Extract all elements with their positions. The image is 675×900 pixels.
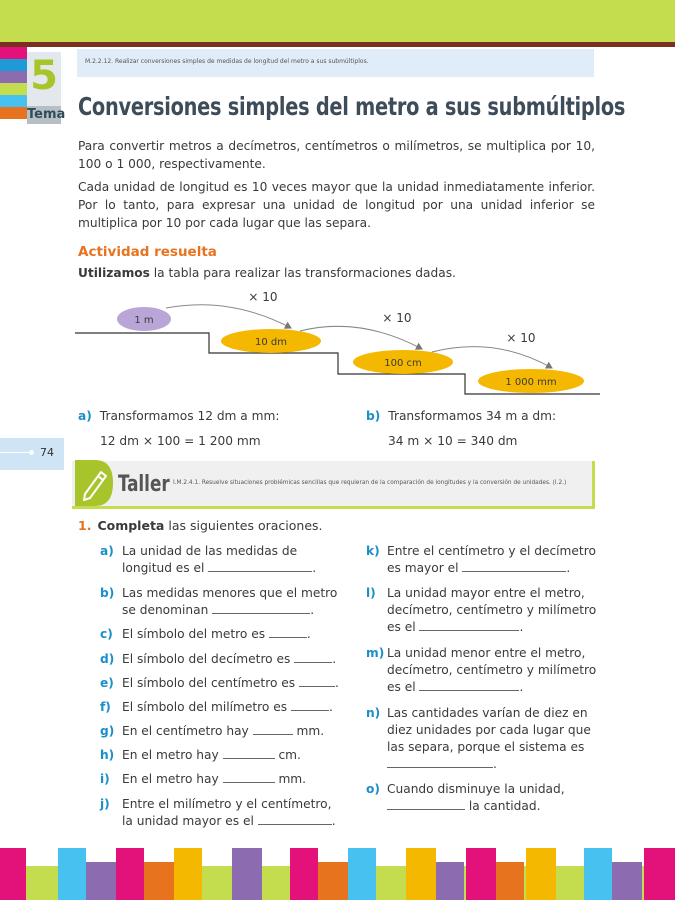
item-e: [100, 675, 350, 692]
taller-standard: I.M.2.4.1. Resuelve situaciones problémicas sencillas que requieran de la comparación de longitudes y la conversión de unidades. (I.2.): [173, 480, 567, 486]
item-j-blank[interactable]: [258, 813, 332, 825]
arrow-label-3: × 10: [506, 331, 536, 345]
skill-standard-bar: M.2.2.12. Realizar conversiones simples de medidas de longitud del metro a sus submúltiplos.: [77, 49, 594, 77]
item-j-line2: la unidad mayor es el: [122, 814, 254, 828]
item-k-letter: k): [366, 544, 380, 558]
arrow-m-to-dm: [166, 305, 291, 328]
page-title: Conversiones simples del metro a sus submúltiplos: [78, 92, 626, 121]
item-d-text: El símbolo del decímetro es: [122, 652, 291, 666]
example-a: [78, 409, 280, 423]
top-color-band: [0, 0, 675, 42]
item-h-blank[interactable]: [223, 747, 275, 759]
page-number-line: [0, 452, 32, 453]
item-m-line3: es el: [387, 680, 416, 694]
item-a: [100, 543, 340, 577]
item-a-end: .: [312, 561, 317, 575]
item-b-blank[interactable]: [212, 602, 310, 614]
item-n-end: .: [493, 757, 497, 771]
item-a-blank[interactable]: [208, 560, 312, 572]
activity-title: Actividad resuelta: [78, 244, 217, 260]
item-c-blank[interactable]: [269, 626, 307, 638]
side-color-stripes: [0, 47, 27, 119]
item-l: [366, 585, 606, 636]
item-l-line1: La unidad mayor entre el metro,: [387, 586, 585, 600]
item-g: [100, 723, 350, 740]
item-g-end: mm.: [296, 724, 325, 738]
item-d: [100, 651, 350, 668]
page-number-dot: [29, 450, 34, 455]
item-n-letter: n): [366, 706, 381, 720]
item-i-blank[interactable]: [223, 771, 275, 783]
item-e-letter: e): [100, 676, 114, 690]
item-j-line1: Entre el milímetro y el centímetro,: [122, 797, 332, 811]
item-i-end: mm.: [278, 772, 307, 786]
item-n-line1: Las cantidades varían de diez en: [387, 706, 588, 720]
item-f-letter: f): [100, 700, 111, 714]
item-e-text: El símbolo del centímetro es: [122, 676, 296, 690]
activity-intro: [78, 266, 456, 280]
item-b-letter: b): [100, 586, 115, 600]
item-m-line2: decímetro, centímetro y milímetro: [387, 663, 597, 677]
page-number: 74: [40, 446, 54, 459]
top-divider-line: [0, 42, 675, 47]
arrow-label-1: × 10: [248, 290, 278, 304]
unit-label-dm: 10 dm: [255, 337, 287, 348]
example-a-letter: a): [78, 409, 92, 423]
item-c-text: El símbolo del metro es: [122, 627, 266, 641]
item-g-text: En el centímetro hay: [122, 724, 249, 738]
item-n-line3: las separa, porque el sistema es: [387, 740, 585, 754]
item-a-line2: longitud es el: [122, 561, 205, 575]
item-d-end: .: [332, 652, 337, 666]
item-g-blank[interactable]: [253, 723, 293, 735]
item-n-line2: diez unidades por cada lugar que: [387, 723, 591, 737]
item-k-line1: Entre el centímetro y el decímetro: [387, 544, 596, 558]
item-i-text: En el metro hay: [122, 772, 219, 786]
item-h: [100, 747, 350, 764]
item-e-blank[interactable]: [299, 675, 335, 687]
item-k-end: .: [566, 561, 571, 575]
example-a-text: Transformamos 12 dm a mm:: [99, 409, 280, 423]
pencil-icon: [73, 458, 115, 508]
item-a-letter: a): [100, 544, 114, 558]
item-l-line2: decímetro, centímetro y milímetro: [387, 603, 597, 617]
item-l-line3: es el: [387, 620, 416, 634]
item-f-blank[interactable]: [291, 699, 329, 711]
taller-label: Taller: [118, 472, 170, 497]
tema-label: Tema: [27, 107, 66, 122]
item-m-end: .: [519, 680, 524, 694]
example-b-letter: b): [366, 409, 381, 423]
tema-number: 5: [30, 53, 58, 99]
item-f-text: El símbolo del milímetro es: [122, 700, 288, 714]
activity-intro-rest: la tabla para realizar las transformaciones dadas.: [149, 266, 456, 280]
example-b-calc: 34 m × 10 = 340 dm: [388, 434, 518, 448]
unit-label-cm: 100 cm: [384, 358, 422, 369]
unit-label-mm: 1 000 mm: [505, 377, 557, 388]
item-m-blank[interactable]: [419, 679, 519, 691]
item-f: [100, 699, 350, 716]
exercise-verb: Completa: [97, 518, 165, 533]
item-i-letter: i): [100, 772, 110, 786]
item-h-text: En el metro hay: [122, 748, 219, 762]
unit-label-m: 1 m: [134, 315, 154, 326]
item-m: [366, 645, 606, 696]
item-h-letter: h): [100, 748, 115, 762]
exercise-rest: las siguientes oraciones.: [164, 518, 323, 533]
item-l-letter: l): [366, 586, 376, 600]
item-o: [366, 781, 606, 815]
item-l-end: .: [519, 620, 524, 634]
paragraph-1: Para convertir metros a decímetros, centímetros o milímetros, se multiplica por 10, 100 o 1 000, respectivamente.: [78, 139, 595, 171]
item-d-blank[interactable]: [294, 651, 332, 663]
item-c-end: .: [306, 627, 311, 641]
item-o-line2: la cantidad.: [468, 799, 541, 813]
arrow-label-2: × 10: [382, 311, 412, 325]
exercise-title: [78, 518, 323, 533]
unit-staircase-diagram: [70, 286, 600, 401]
item-h-end: cm.: [278, 748, 301, 762]
item-m-letter: m): [366, 646, 385, 660]
item-f-end: .: [328, 700, 333, 714]
item-m-line1: La unidad menor entre el metro,: [387, 646, 586, 660]
item-k-blank[interactable]: [462, 560, 566, 572]
tema-badge: [27, 52, 66, 124]
item-k-line2: es mayor el: [387, 561, 459, 575]
item-k: [366, 543, 606, 577]
bottom-color-columns: [0, 848, 675, 900]
item-n-blank[interactable]: [387, 756, 493, 768]
item-e-end: .: [335, 676, 339, 690]
item-o-line1: Cuando disminuye la unidad,: [387, 782, 565, 796]
item-o-letter: o): [366, 782, 380, 796]
item-j-end: .: [331, 814, 336, 828]
item-b: [100, 585, 350, 619]
item-c-letter: c): [100, 627, 113, 641]
exercise-number: 1.: [78, 518, 92, 533]
paragraph-2: Cada unidad de longitud es 10 veces mayor que la unidad inmediatamente inferior. Por lo tanto, para expresar una unidad de longitud por una unidad inferior se multiplica por 10 por cada lugar que las separa.: [78, 180, 595, 230]
item-j-letter: j): [100, 797, 110, 811]
item-i: [100, 771, 350, 788]
item-o-blank[interactable]: [387, 798, 465, 810]
example-a-calc: 12 dm × 100 = 1 200 mm: [100, 434, 261, 448]
activity-intro-verb: Utilizamos: [78, 266, 150, 280]
example-b-text: Transformamos 34 m a dm:: [388, 409, 557, 423]
item-j: [100, 796, 350, 830]
item-c: [100, 626, 350, 643]
item-b-line2: se denominan: [122, 603, 209, 617]
example-b: [366, 409, 556, 423]
item-d-letter: d): [100, 652, 115, 666]
item-l-blank[interactable]: [419, 619, 519, 631]
item-b-line1: Las medidas menores que el metro: [122, 586, 338, 600]
item-b-end: .: [310, 603, 315, 617]
item-a-line1: La unidad de las medidas de: [122, 544, 298, 558]
item-g-letter: g): [100, 724, 115, 738]
item-n: [366, 705, 606, 773]
